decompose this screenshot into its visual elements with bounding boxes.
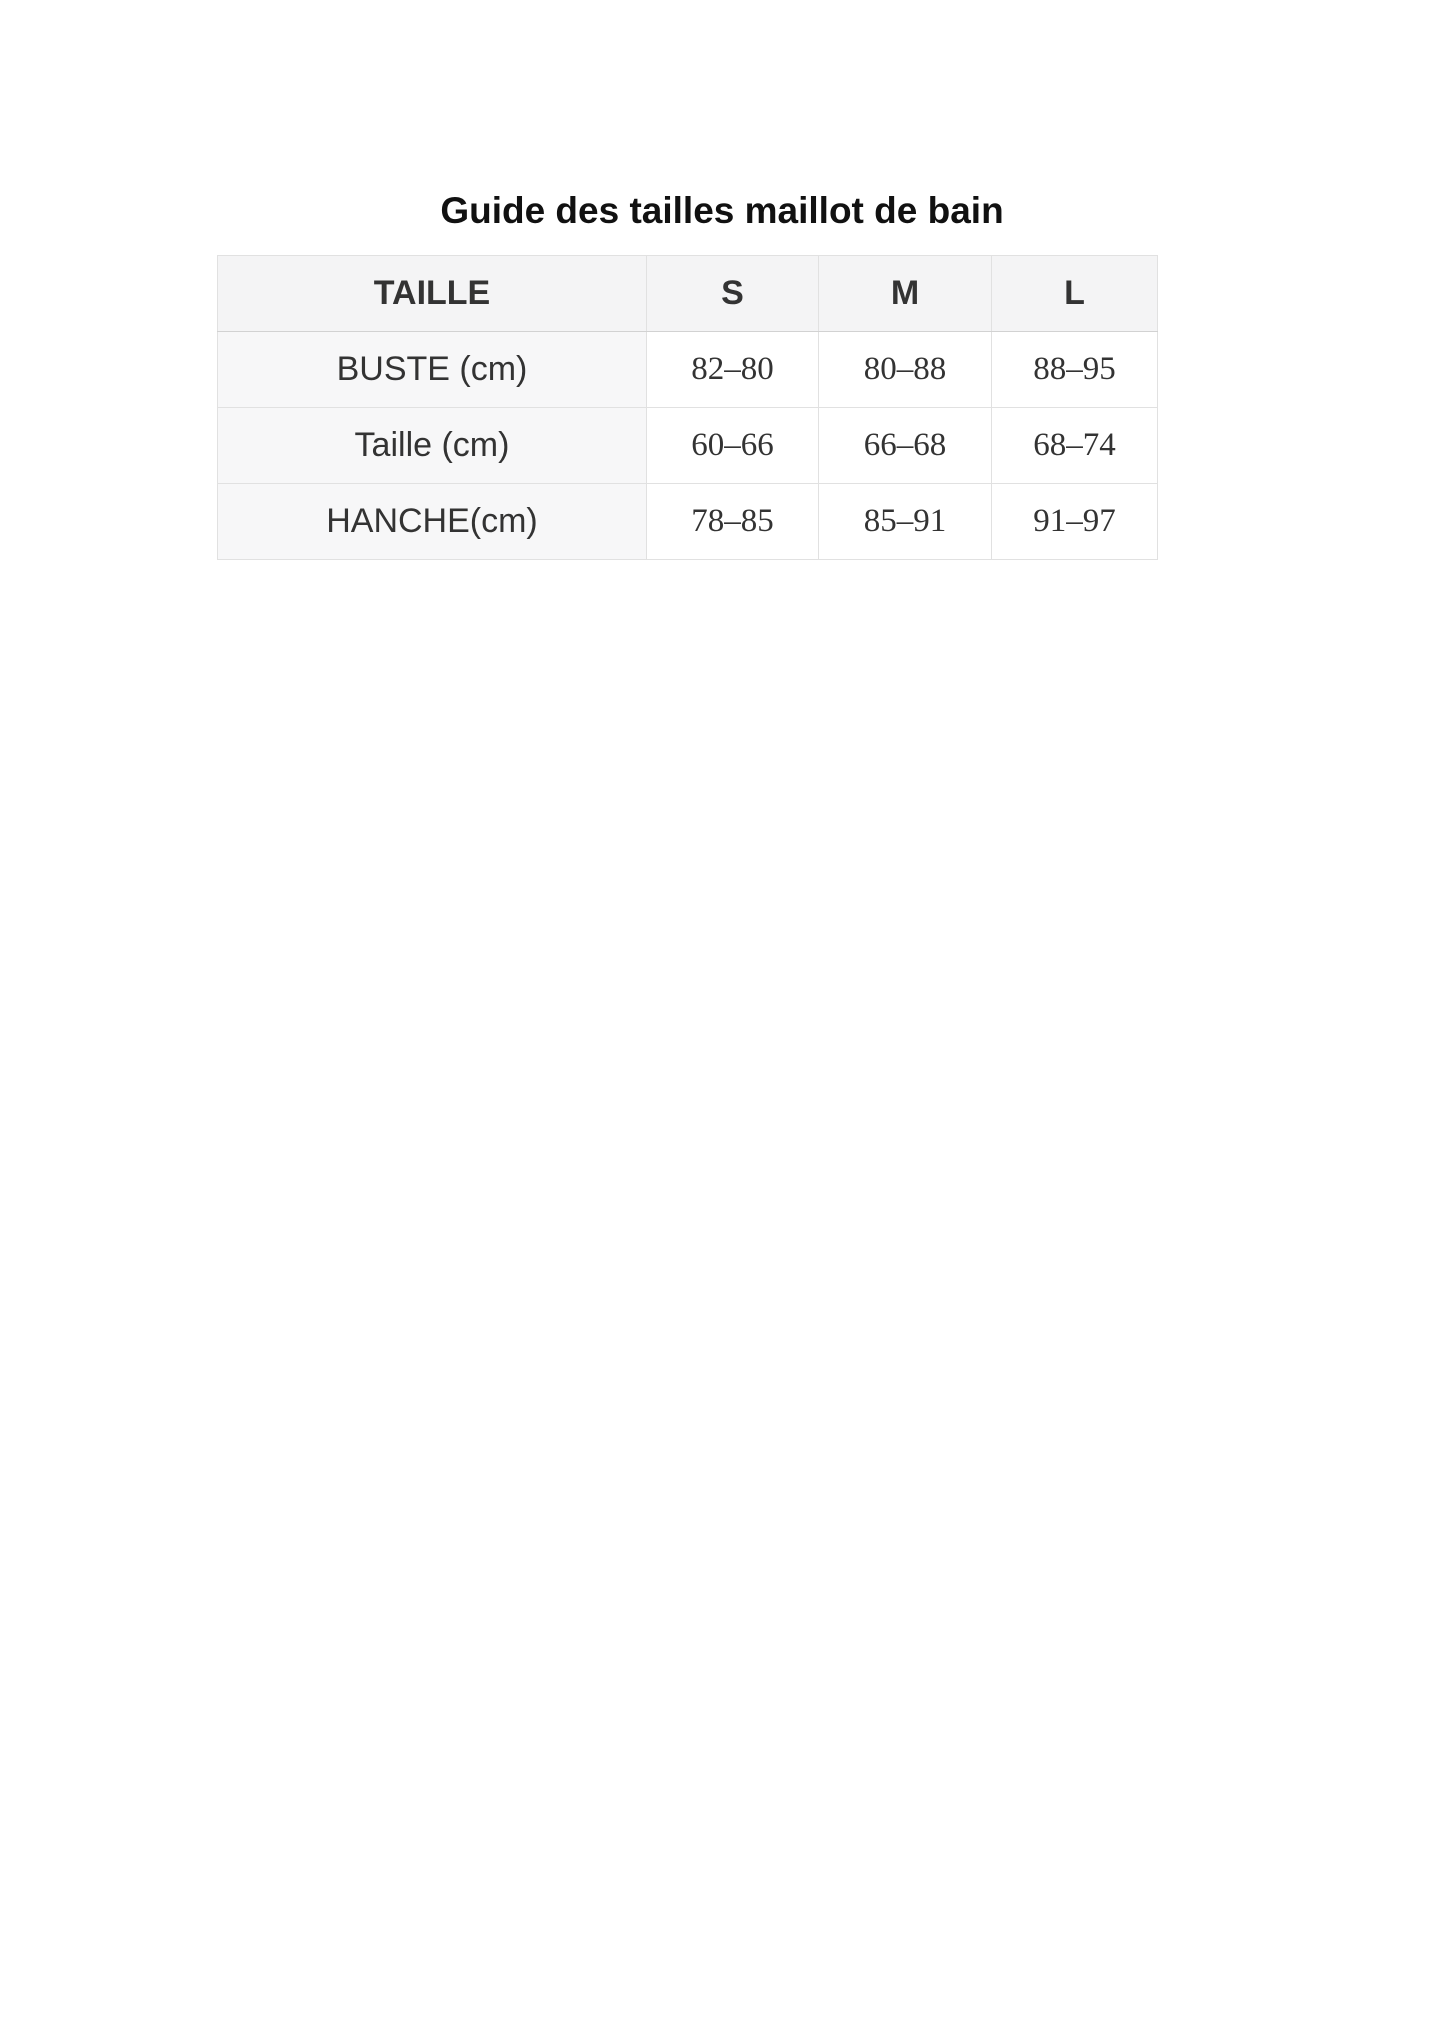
cell-taille-s: 60–66 — [647, 408, 819, 484]
table-row-buste — [218, 332, 1158, 408]
cell-taille-l: 68–74 — [992, 408, 1158, 484]
row-label-taille: Taille (cm) — [218, 408, 647, 484]
row-label-buste: BUSTE (cm) — [218, 332, 647, 408]
header-cell-s: S — [647, 256, 819, 332]
size-guide-table — [217, 255, 1158, 560]
header-cell-m: M — [819, 256, 992, 332]
header-cell-taille: TAILLE — [218, 256, 647, 332]
cell-hanche-m: 85–91 — [819, 484, 992, 560]
table-header-row — [218, 256, 1158, 332]
cell-taille-m: 66–68 — [819, 408, 992, 484]
cell-hanche-s: 78–85 — [647, 484, 819, 560]
row-label-hanche: HANCHE(cm) — [218, 484, 647, 560]
cell-buste-l: 88–95 — [992, 332, 1158, 408]
page-title: Guide des tailles maillot de bain — [440, 190, 1004, 231]
cell-buste-s: 82–80 — [647, 332, 819, 408]
header-cell-l: L — [992, 256, 1158, 332]
cell-buste-m: 80–88 — [819, 332, 992, 408]
table-row-hanche — [218, 484, 1158, 560]
cell-hanche-l: 91–97 — [992, 484, 1158, 560]
table-row-taille — [218, 408, 1158, 484]
